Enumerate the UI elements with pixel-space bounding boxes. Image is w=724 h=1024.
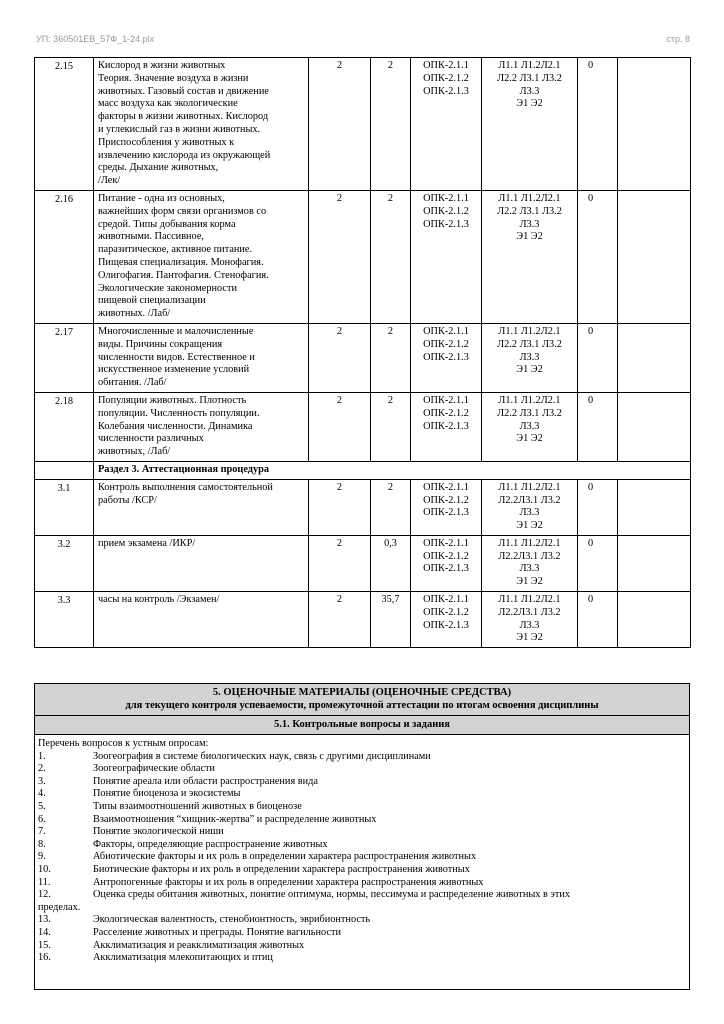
topic-line: паразитическое, активное питание. (98, 244, 253, 256)
topic-line: Популяции животных. Плотность (98, 394, 247, 406)
hours-cell: 2 (371, 190, 411, 323)
topic-line: факторы в жизни животных. Кислород (98, 111, 269, 123)
competences-cell (411, 392, 482, 461)
competence-code: ОПК-2.1.1 (423, 325, 469, 337)
topic-line: животных, /Лаб/ (98, 446, 171, 458)
question-text: Факторы, определяющие распространение животных (93, 838, 328, 850)
topic-cell (94, 323, 309, 392)
question-number: 6. (38, 813, 46, 825)
literature-ref: Л2.2Л3.1 Л3.2 (498, 550, 561, 562)
section5-subtitle: для текущего контроля успеваемости, промежуточной аттестации по итогам освоения дисциплины (125, 700, 599, 711)
literature-ref: Э1 Э2 (516, 520, 543, 532)
literature-ref: Л2.2 Л3.1 Л3.2 (497, 72, 562, 84)
competence-code: ОПК-2.1.2 (423, 338, 469, 350)
topic-line: масс воздуха как экологические (98, 98, 238, 110)
topic-line: популяции. Численность популяции. (98, 407, 260, 419)
literature-ref: Э1 Э2 (516, 433, 543, 445)
literature-ref: Л1.1 Л1.2Л2.1 (498, 481, 561, 493)
topic-line: извлечению кислорода из окружающей (98, 149, 271, 161)
competences-cell (411, 190, 482, 323)
literature-cell (482, 323, 578, 392)
row-number: 2.16 (35, 190, 94, 323)
topic-line: часы на контроль /Экзамен/ (98, 594, 220, 606)
topic-line: животных. /Лаб/ (98, 308, 171, 320)
question-number: 3. (38, 775, 46, 787)
question-number: 14. (38, 926, 51, 938)
list-item (38, 927, 686, 940)
table-row (35, 479, 691, 535)
topic-line: средой. Типы добывания корма (98, 218, 236, 230)
literature-ref: Э1 Э2 (516, 632, 543, 644)
topic-line: Олигофагия. Пантофагия. Стенофагия. (98, 269, 269, 281)
interactive-cell: 0 (578, 535, 618, 591)
question-number: 5. (38, 800, 46, 812)
literature-ref: Л3.3 (519, 619, 540, 631)
competence-code: ОПК-2.1.1 (423, 537, 469, 549)
table-row (35, 592, 691, 648)
topic-line: Питание - одна из основных, (98, 192, 225, 204)
literature-ref: Л3.3 (519, 420, 540, 432)
literature-ref: Л2.2Л3.1 Л3.2 (498, 494, 561, 506)
literature-ref: Э1 Э2 (516, 576, 543, 588)
question-number: 12. (38, 889, 51, 901)
semester-cell: 2 (309, 479, 371, 535)
row-number: 2.18 (35, 392, 94, 461)
list-item (38, 889, 686, 902)
interactive-cell: 0 (578, 479, 618, 535)
table-row (35, 190, 691, 323)
list-item (38, 763, 686, 776)
competence-code: ОПК-2.1.3 (423, 563, 469, 575)
question-text: Зоогеография в системе биологических наук, связь с другими дисциплинами (93, 750, 431, 762)
competence-code: ОПК-2.1.3 (423, 218, 469, 230)
literature-cell (482, 392, 578, 461)
competence-code: ОПК-2.1.1 (423, 594, 469, 606)
list-item (38, 864, 686, 877)
question-text: Антропогенные факторы и их роль в определении характера распространения животных (93, 876, 484, 888)
topic-line: работы /КСР/ (98, 494, 157, 506)
topic-line: численности различных (98, 433, 204, 445)
literature-ref: Л3.3 (519, 563, 540, 575)
list-item (38, 826, 686, 839)
interactive-cell: 0 (578, 392, 618, 461)
semester-cell: 2 (309, 535, 371, 591)
question-text: Понятие биоценоза и экосистемы (93, 788, 241, 800)
competence-code: ОПК-2.1.3 (423, 507, 469, 519)
topic-line: виды. Причины сокращения (98, 338, 223, 350)
row-number: 3.1 (35, 479, 94, 535)
section-title: Раздел 3. Аттестационная процедура (94, 461, 691, 479)
document-code: УП: 360501ЕВ_57Ф_1-24.plx (36, 34, 155, 44)
competences-cell (411, 323, 482, 392)
question-text: Экологическая валентность, стенобионтность, эврибионтность (93, 914, 371, 926)
list-item (38, 776, 686, 789)
competence-code: ОПК-2.1.3 (423, 420, 469, 432)
question-text: Понятие ареала или области распространения вида (93, 775, 318, 787)
competence-code: ОПК-2.1.3 (423, 619, 469, 631)
lesson-plan-table (34, 57, 691, 648)
question-number: 15. (38, 939, 51, 951)
literature-ref: Э1 Э2 (516, 364, 543, 376)
hours-cell: 2 (371, 323, 411, 392)
hours-cell: 2 (371, 392, 411, 461)
question-number: 7. (38, 826, 46, 838)
question-text: Акклиматизация млекопитающих и птиц (93, 952, 273, 964)
competence-code: ОПК-2.1.1 (423, 481, 469, 493)
literature-ref: Л3.3 (519, 85, 540, 97)
topic-line: прием экзамена /ИКР/ (98, 537, 196, 549)
topic-cell (94, 592, 309, 648)
question-text: Оценка среды обитания животных, понятие оптимума, нормы, пессимума и распределение животных в этих (93, 889, 570, 901)
literature-ref: Э1 Э2 (516, 231, 543, 243)
topic-line: Пищевая специализация. Монофагия. (98, 256, 264, 268)
literature-cell (482, 479, 578, 535)
notes-cell (618, 58, 691, 191)
literature-cell (482, 58, 578, 191)
table-row (35, 58, 691, 191)
question-number: 16. (38, 952, 51, 964)
question-text: Типы взаимоотношений животных в биоценозе (93, 800, 302, 812)
topic-cell (94, 535, 309, 591)
semester-cell: 2 (309, 323, 371, 392)
page-number: стр. 8 (666, 34, 690, 44)
topic-line: среды. Дыхание животных, (98, 162, 219, 174)
table-row (35, 392, 691, 461)
question-number: 1. (38, 750, 46, 762)
literature-cell (482, 190, 578, 323)
literature-ref: Л1.1 Л1.2Л2.1 (498, 394, 561, 406)
competence-code: ОПК-2.1.3 (423, 351, 469, 363)
literature-ref: Л3.3 (519, 507, 540, 519)
topic-line: животных. Газовый состав и движение (98, 85, 269, 97)
notes-cell (618, 479, 691, 535)
notes-cell (618, 323, 691, 392)
literature-ref: Л2.2 Л3.1 Л3.2 (497, 205, 562, 217)
topic-line: важнейших форм связи организмов со (98, 205, 267, 217)
notes-cell (618, 592, 691, 648)
question-text: Расселение животных и преграды. Понятие вагильности (93, 926, 341, 938)
question-list-intro: Перечень вопросов к устным опросам: (38, 738, 209, 749)
topic-line: численности видов. Естественное и (98, 351, 255, 363)
interactive-cell: 0 (578, 58, 618, 191)
literature-ref: Л2.2Л3.1 Л3.2 (498, 606, 561, 618)
question-number: 13. (38, 914, 51, 926)
topic-line: искусственное изменение условий (98, 364, 250, 376)
list-item (38, 788, 686, 801)
row-number: 2.17 (35, 323, 94, 392)
literature-ref: Л1.1 Л1.2Л2.1 (498, 325, 561, 337)
question-text: Абиотические факторы и их роль в определении характера распространения животных (93, 851, 477, 863)
hours-cell: 2 (371, 479, 411, 535)
table-row (35, 323, 691, 392)
topic-line: обитания. /Лаб/ (98, 377, 167, 389)
question-text: Биотические факторы и их роль в определении характера распространения животных (93, 863, 470, 875)
question-list (35, 735, 689, 965)
competence-code: ОПК-2.1.2 (423, 494, 469, 506)
literature-ref: Л1.1 Л1.2Л2.1 (498, 594, 561, 606)
topic-line: /Лек/ (98, 175, 121, 187)
question-number: 4. (38, 788, 46, 800)
competence-code: ОПК-2.1.1 (423, 394, 469, 406)
hours-cell: 0,3 (371, 535, 411, 591)
row-number: 2.15 (35, 58, 94, 191)
question-text: Акклиматизация и реакклиматизация животных (93, 939, 305, 951)
literature-cell (482, 535, 578, 591)
topic-line: Теория. Значение воздуха в жизни (98, 72, 249, 84)
interactive-cell: 0 (578, 190, 618, 323)
question-number: 9. (38, 851, 46, 863)
competence-code: ОПК-2.1.1 (423, 192, 469, 204)
list-item (38, 814, 686, 827)
competences-cell (411, 535, 482, 591)
list-item (38, 751, 686, 764)
interactive-cell: 0 (578, 592, 618, 648)
hours-cell: 2 (371, 58, 411, 191)
list-item (38, 801, 686, 814)
topic-line: Многочисленные и малочисленные (98, 325, 254, 337)
competence-code: ОПК-2.1.2 (423, 205, 469, 217)
list-item (38, 940, 686, 953)
row-number: 3.2 (35, 535, 94, 591)
literature-ref: Э1 Э2 (516, 98, 543, 110)
topic-line: Экологические закономерности (98, 282, 238, 294)
competence-code: ОПК-2.1.2 (423, 407, 469, 419)
topic-cell (94, 479, 309, 535)
topic-line: Кислород в жизни животных (98, 60, 226, 71)
notes-cell (618, 535, 691, 591)
literature-ref: Л3.3 (519, 351, 540, 363)
competence-code: ОПК-2.1.2 (423, 606, 469, 618)
notes-cell (618, 392, 691, 461)
competence-code: ОПК-2.1.3 (423, 85, 469, 97)
question-text: Взаимоотношения “хищник-жертва” и распределение животных (93, 813, 377, 825)
semester-cell: 2 (309, 392, 371, 461)
notes-cell (618, 190, 691, 323)
topic-line: пищевой специализации (98, 295, 206, 307)
competences-cell (411, 592, 482, 648)
literature-ref: Л1.1 Л1.2Л2.1 (498, 537, 561, 549)
assessment-materials-section (34, 683, 690, 990)
topic-cell (94, 392, 309, 461)
semester-cell: 2 (309, 190, 371, 323)
section5-title: 5. ОЦЕНОЧНЫЕ МАТЕРИАЛЫ (ОЦЕНОЧНЫЕ СРЕДСТВА) (212, 687, 512, 698)
list-item (38, 914, 686, 927)
hours-cell: 35,7 (371, 592, 411, 648)
list-item (38, 839, 686, 852)
question-number: 2. (38, 763, 46, 775)
question-number: 11. (38, 876, 51, 888)
question-text: Понятие экологической ниши (93, 826, 224, 838)
literature-ref: Л2.2 Л3.1 Л3.2 (497, 338, 562, 350)
competences-cell (411, 479, 482, 535)
competence-code: ОПК-2.1.2 (423, 550, 469, 562)
list-item (38, 877, 686, 890)
topic-line: Контроль выполнения самостоятельной (98, 481, 273, 493)
literature-ref: Л2.2 Л3.1 Л3.2 (497, 407, 562, 419)
topic-cell (94, 190, 309, 323)
literature-ref: Л1.1 Л1.2Л2.1 (498, 60, 561, 71)
semester-cell: 2 (309, 592, 371, 648)
subsection-heading: 5.1. Контрольные вопросы и задания (35, 716, 689, 735)
list-item (38, 851, 686, 864)
competence-code: ОПК-2.1.2 (423, 72, 469, 84)
literature-ref: Л1.1 Л1.2Л2.1 (498, 192, 561, 204)
literature-ref: Л3.3 (519, 218, 540, 230)
section-number-cell (35, 461, 94, 479)
question-text: Зоогеографические области (93, 763, 216, 775)
interactive-cell: 0 (578, 323, 618, 392)
competences-cell (411, 58, 482, 191)
topic-line: животными. Пассивное, (98, 231, 204, 243)
question-number: 10. (38, 863, 51, 875)
question-text-continued: пределах. (38, 901, 81, 913)
literature-cell (482, 592, 578, 648)
semester-cell: 2 (309, 58, 371, 191)
topic-cell (94, 58, 309, 191)
table-row (35, 535, 691, 591)
topic-line: и углекислый газ в жизни животных. (98, 123, 261, 135)
topic-line: Колебания численности. Динамика (98, 420, 253, 432)
section5-heading (35, 684, 689, 716)
question-number: 8. (38, 838, 46, 850)
competence-code: ОПК-2.1.1 (423, 60, 469, 71)
section-row (35, 461, 691, 479)
topic-line: Приспособления у животных к (98, 136, 235, 148)
list-item (38, 952, 686, 965)
row-number: 3.3 (35, 592, 94, 648)
